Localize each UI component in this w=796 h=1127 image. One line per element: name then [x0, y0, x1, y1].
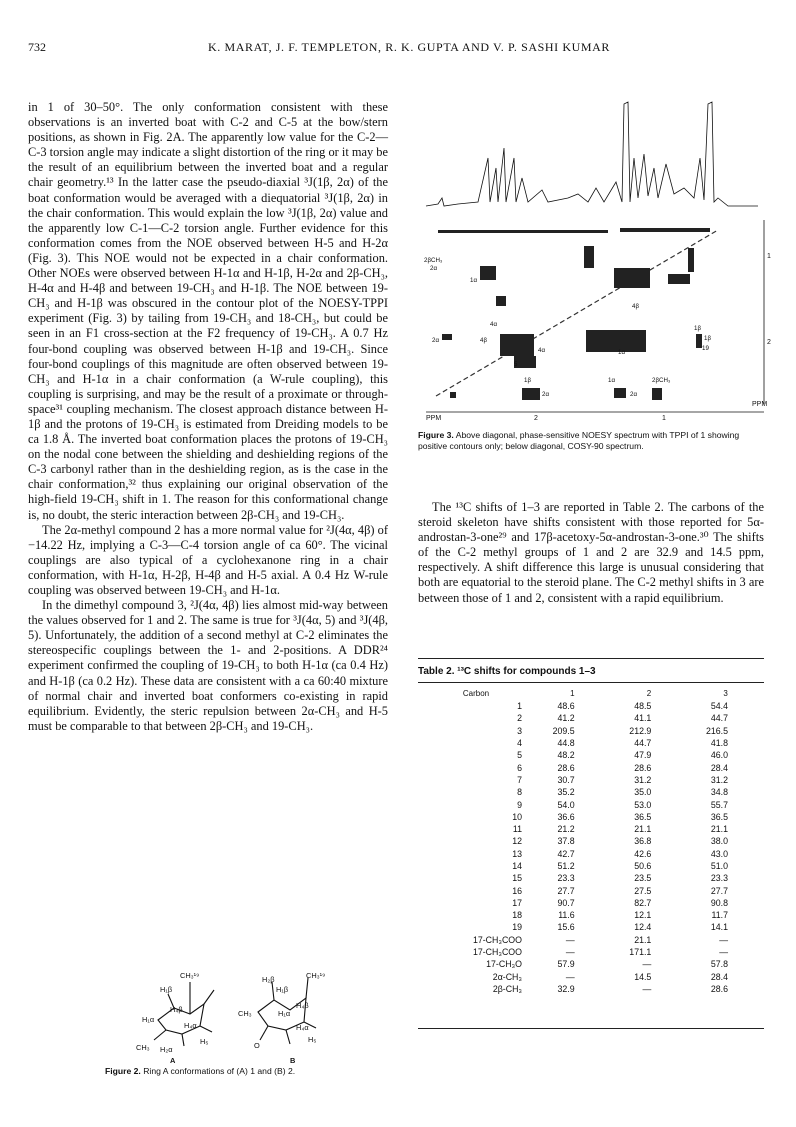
peak-label: 2α: [630, 391, 638, 398]
table-row: [418, 921, 764, 933]
peak-label: 4α: [490, 321, 498, 328]
table-row: [418, 909, 764, 921]
shift-cell: 82.7: [634, 897, 652, 908]
table-row: [418, 884, 764, 896]
shift-cell: 36.5: [710, 811, 728, 822]
shift-cell: 28.4: [710, 971, 728, 982]
peak-label: 1α: [618, 349, 626, 356]
shift-cell: —: [719, 947, 728, 958]
column-header: 3: [723, 688, 728, 698]
shift-cell: 23.3: [710, 873, 728, 884]
shift-cell: 36.6: [557, 811, 575, 822]
shift-cell: 15.6: [557, 922, 575, 933]
fig2-label: O: [254, 1041, 260, 1050]
figure-2-caption: [105, 1066, 295, 1077]
peak-label: 2α: [542, 391, 550, 398]
shift-cell: 35.0: [634, 787, 652, 798]
table-row: [418, 786, 764, 798]
carbon-cell: 5: [517, 750, 522, 761]
column-header: 1: [570, 688, 575, 698]
table-row: [418, 712, 764, 724]
fig2-label: H₂β: [262, 975, 275, 984]
shift-cell: —: [565, 947, 575, 958]
table-2-title: Table 2. ¹³C shifts for compounds 1–3: [418, 666, 596, 677]
table-row: [418, 749, 764, 761]
shift-cell: 171.1: [629, 947, 652, 958]
table-row: [418, 774, 764, 786]
fig2-label: H₁α: [278, 1009, 291, 1018]
fig2-label: H₄β: [296, 1001, 309, 1010]
carbon-cell: 2β-CH₃: [492, 983, 522, 994]
shift-cell: 23.3: [557, 873, 575, 884]
shift-cell: 38.0: [710, 836, 728, 847]
table-2-carbon-shifts: [418, 686, 764, 995]
shift-cell: 55.7: [710, 799, 728, 810]
shift-cell: 47.9: [634, 750, 652, 761]
peak-label: 1β: [704, 335, 712, 342]
axis-label-ppm: PPM: [426, 415, 442, 422]
carbon-cell: 15: [512, 873, 522, 884]
carbon-cell: 6: [517, 762, 522, 773]
table-row: [418, 848, 764, 860]
table-top-rule: [418, 658, 764, 659]
figure-2-ring-a-conformations: [130, 968, 370, 1065]
table-row: [418, 811, 764, 823]
shift-cell: 27.5: [634, 885, 652, 896]
shift-cell: 41.1: [634, 713, 652, 724]
peak-label: 1α: [470, 277, 478, 284]
shift-cell: 11.6: [558, 910, 575, 921]
column-header: Carbon: [462, 688, 490, 698]
table-row: [418, 798, 764, 810]
peak-label: 4β: [480, 337, 488, 344]
carbon-cell: 12: [512, 836, 522, 847]
caption-label: Figure 3.: [418, 430, 454, 440]
table-header-rule: [418, 682, 764, 683]
shift-cell: 27.7: [557, 885, 575, 896]
carbon-cell: 18: [512, 910, 522, 921]
carbon-cell: 2α-CH₃: [492, 971, 522, 982]
figure-3-spectrum: [418, 98, 778, 424]
shift-cell: 57.8: [710, 959, 728, 970]
carbon-cell: 9: [517, 799, 522, 810]
running-header-authors: K. MARAT, J. F. TEMPLETON, R. K. GUPTA AND V. P. SASHI KUMAR: [208, 40, 611, 54]
paragraph: The ¹³C shifts of 1–3 are reported in Table 2. The carbons of the steroid skeleton have shifts consistent with those reported for 5α-androstan-3-one²⁹ and 17β-acetoxy-5α-androstan-3-one.³⁰ The shifts of the C-2 methyl groups of 1 and 2 are 32.9 and 14.5 ppm, respectively. A shift difference this large is unusual considering that both are equatorial to the steroid plane. The C-2 methyl shifts in 3 are between those of 1 and 2, consistent with a rapid equilibrium.: [418, 500, 764, 605]
shift-cell: 48.2: [557, 750, 575, 761]
fig2-label: CH₃: [136, 1043, 150, 1052]
shift-cell: 41.2: [557, 713, 575, 724]
shift-cell: 212.9: [629, 725, 652, 736]
shift-cell: 44.7: [634, 738, 652, 749]
shift-cell: 44.7: [710, 713, 728, 724]
fig2-label: H₁β: [160, 985, 173, 994]
shift-cell: 23.5: [634, 873, 652, 884]
shift-cell: 21.1: [634, 934, 652, 945]
shift-cell: 14.1: [710, 922, 728, 933]
carbon-cell: 17-CH₃O: [486, 959, 522, 970]
shift-cell: 35.2: [557, 787, 575, 798]
caption-label: Figure 2.: [105, 1066, 141, 1076]
peak-label: 1β: [694, 325, 702, 332]
carbon-cell: 17-CH₃COO: [472, 934, 522, 945]
right-column-text: [418, 500, 764, 606]
axis-tick-label: 1: [662, 415, 666, 422]
shift-cell: 54.4: [710, 701, 728, 712]
figure-3-caption: [418, 430, 764, 452]
table-row: [418, 737, 764, 749]
shift-cell: 216.5: [705, 725, 728, 736]
shift-cell: 21.1: [710, 824, 728, 835]
shift-cell: 90.8: [710, 897, 728, 908]
shift-cell: 54.0: [557, 799, 575, 810]
shift-cell: 21.1: [634, 824, 652, 835]
shift-cell: 21.2: [557, 824, 575, 835]
spectrum-trace: [426, 102, 758, 206]
page-number: 732: [28, 40, 46, 54]
table-row: [418, 983, 764, 995]
fig2-label: CH₃¹⁹: [306, 971, 326, 980]
axis-label-ppm: PPM: [752, 401, 768, 408]
shift-cell: 14.5: [634, 971, 652, 982]
fig2-label: CH₃: [238, 1009, 252, 1018]
table-row: [418, 934, 764, 946]
fig2-label: H₄α: [184, 1021, 197, 1030]
fig2-label: H₂α: [160, 1045, 173, 1054]
peak-label: 1α: [608, 377, 616, 384]
table-row: [418, 958, 764, 970]
shift-cell: 90.7: [557, 897, 575, 908]
spectrum-diagonal: [436, 230, 718, 396]
paragraph: The 2α-methyl compound 2 has a more normal value for ²J(4α, 4β) of −14.22 Hz, implying a C-3—C-4 torsion angle of ca 60°. The vicinal couplings are also typical of a cyclohexanone ring in a chair conformation, with H-1α, H-2β, H-4β and H-5 axial. A 0.4 Hz W-rule coupling was observed between 19-CH₃ and H-1α.: [28, 522, 388, 597]
shift-cell: 30.7: [557, 774, 575, 785]
peak-label: 4α: [538, 347, 546, 354]
shift-cell: 37.8: [557, 836, 575, 847]
shift-cell: 28.4: [710, 762, 728, 773]
fig2-label: H₁α: [142, 1015, 155, 1024]
table-row: [418, 872, 764, 884]
carbon-cell: 10: [512, 811, 522, 822]
carbon-cell: 13: [512, 848, 522, 859]
shift-cell: 12.4: [634, 922, 652, 933]
shift-cell: 53.0: [634, 799, 652, 810]
carbon-cell: 19: [512, 922, 522, 933]
shift-cell: 48.6: [557, 701, 575, 712]
shift-cell: 27.7: [710, 885, 728, 896]
carbon-cell: 3: [517, 725, 522, 736]
shift-cell: —: [565, 934, 575, 945]
caption-text: Above diagonal, phase-sensitive NOESY spectrum with TPPI of 1 showing positive contours only; below diagonal, COSY-90 spectrum.: [418, 430, 740, 451]
paragraph: In the dimethyl compound 3, ²J(4α, 4β) lies almost mid-way between the values observed for 1 and 2. The same is true for ³J(4α, 5) and ³J(4β, 5). Unfortunately, the addition of a second methyl at C-2 eliminates the stereospecific couplings between the 1- and 2-positions. A DDR²⁴ experiment confirmed the coupling of 19-CH₃ to both H-1α (ca 0.4 Hz) and H-1β (ca 0.2 Hz). These data are consistent with a ca 60:40 mixture of normal chair and inverted boat conformers co-existing in rapid equilibrium. Evidently, the steric repulsion between 2α-CH₃ and H-5 must be comparable to that between 2β-CH₃ and 19-CH₃.: [28, 598, 388, 733]
table-row: [418, 823, 764, 835]
shift-cell: 42.7: [557, 848, 575, 859]
shift-cell: 31.2: [634, 774, 652, 785]
peak-label: 2α: [430, 265, 438, 272]
axis-tick-label: 2: [534, 415, 538, 422]
shift-cell: 51.0: [710, 861, 728, 871]
table-row: [418, 971, 764, 983]
fig2-label: H₅: [308, 1035, 317, 1044]
fig2-label: H₄β: [170, 1005, 183, 1014]
table-row: [418, 860, 764, 872]
fig2-label: H₄α: [296, 1023, 309, 1032]
table-row: [418, 725, 764, 737]
left-column-text: [28, 100, 388, 734]
shift-cell: 50.6: [634, 861, 652, 871]
spectrum-contours: [438, 228, 710, 400]
fig2-label: H₅: [200, 1037, 209, 1046]
fig2-label: A: [170, 1056, 176, 1065]
table-row: [418, 946, 764, 958]
column-header: 2: [646, 688, 652, 698]
shift-cell: —: [565, 971, 575, 982]
shift-cell: —: [719, 934, 728, 945]
peak-label: 1β: [524, 377, 532, 384]
shift-cell: 31.2: [710, 774, 728, 785]
carbon-cell: 17: [512, 897, 522, 908]
peak-label: 2βCH₃: [424, 257, 443, 264]
carbon-cell: 17-CH₃COO: [472, 947, 522, 958]
carbon-cell: 11: [512, 824, 522, 835]
shift-cell: 209.5: [552, 725, 575, 736]
carbon-cell: 4: [517, 738, 522, 749]
shift-cell: 46.0: [710, 750, 728, 761]
carbon-cell: 8: [517, 787, 522, 798]
table-row: [418, 835, 764, 847]
shift-cell: 44.8: [557, 738, 575, 749]
shift-cell: 57.9: [557, 959, 575, 970]
peak-label: 2βCH₃: [652, 377, 671, 384]
axis-tick-label: 1: [767, 253, 771, 260]
fig2-label: CH₃¹⁹: [180, 971, 200, 980]
table-bottom-rule: [418, 1028, 764, 1029]
shift-cell: —: [642, 959, 652, 970]
peak-label: 4β: [632, 303, 640, 310]
shift-cell: —: [642, 983, 652, 994]
shift-cell: 42.6: [634, 848, 652, 859]
fig2-label: B: [290, 1056, 296, 1065]
shift-cell: 36.5: [634, 811, 652, 822]
fig2-label: H₁β: [276, 985, 289, 994]
shift-cell: 41.8: [710, 738, 728, 749]
peak-label: 2α: [432, 337, 440, 344]
shift-cell: 48.5: [634, 701, 652, 712]
carbon-cell: 1: [517, 701, 522, 712]
carbon-cell: 7: [517, 774, 522, 785]
peak-label: 5: [514, 361, 518, 368]
carbon-cell: 16: [512, 885, 522, 896]
shift-cell: 36.8: [634, 836, 652, 847]
table-row: [418, 700, 764, 712]
table-header-row: [418, 686, 764, 700]
shift-cell: 51.2: [557, 861, 575, 871]
paragraph: in 1 of 30–50°. The only conformation consistent with these observations is an inverted boat with C-2 and C-5 at the bow/stern positions, as shown in Fig. 2A. The apparently low value for the C-2—C-3 torsion angle may indicate a slight distortion of the ring or it may be the result of an equilibrium between the inverted boat and a regular chair geometry.¹³ In the latter case the pseudo-diaxial ³J(1β, 2α) of the boat conformation would be averaged with a diequatorial ³J(1β, 2α) in the chair conformation. This would explain the low ³J(1β, 2α) value and the apparently low C-1—C-2 torsion angle. Further evidence for this conformation comes from the NOE observed between H-5 and H-2α (Fig. 3). This NOE would not be expected in a chair conformation. Other NOEs were observed between H-1α and H-1β, H-2α and 2β-CH₃, H-4α and H-4β and between 19-CH₃ and H-1β. The NOE between 19-CH₃ and H-1β was obscured in the contour plot of the NOESY-TPPI experiment (Fig. 3) by tailing from 19-CH₃ and 18-CH₃, but could be seen in an F1 cross-section at the F2 frequency of 19-CH₃. A 0.7 Hz four-bond coupling was observed between H-1β and 19-CH₃. Since four-bond couplings of this magnitude are often observed between 19-CH₃ and H-1α in a chair conformation (a W-rule coupling), this coupling is surprising, and may be the result of a proximate or through-space³¹ coupling mechanism. The closest approach distance between H-1β and the protons of 19-CH₃ is estimated from Dreiding models to be ca 1.8 Å. The inverted boat conformation places the protons of 19-CH₃ on the nodal cone between the shielding and deshielding regions of the C-3 carbonyl rather than in the deshielding region, as is the case in the chair conformation,³² thus explaining our original observation of the high-field 19-CH₃ shift in 1. The reason for this conformational change is, no doubt, the steric interaction between 2β-CH₃ and 19-CH₃.: [28, 100, 388, 522]
shift-cell: 28.6: [634, 762, 652, 773]
shift-cell: 11.7: [711, 910, 728, 921]
carbon-cell: 2: [517, 713, 522, 724]
shift-cell: 43.0: [710, 848, 728, 859]
shift-cell: 28.6: [557, 762, 575, 773]
table-row: [418, 761, 764, 773]
axis-tick-label: 2: [767, 339, 771, 346]
shift-cell: 34.8: [710, 787, 728, 798]
shift-cell: 12.1: [634, 910, 652, 921]
shift-cell: 32.9: [557, 983, 575, 994]
peak-label: 19: [702, 345, 709, 352]
caption-text: Ring A conformations of (A) 1 and (B) 2.: [143, 1066, 296, 1076]
shift-cell: 28.6: [710, 983, 728, 994]
carbon-cell: 14: [512, 861, 522, 871]
table-row: [418, 897, 764, 909]
